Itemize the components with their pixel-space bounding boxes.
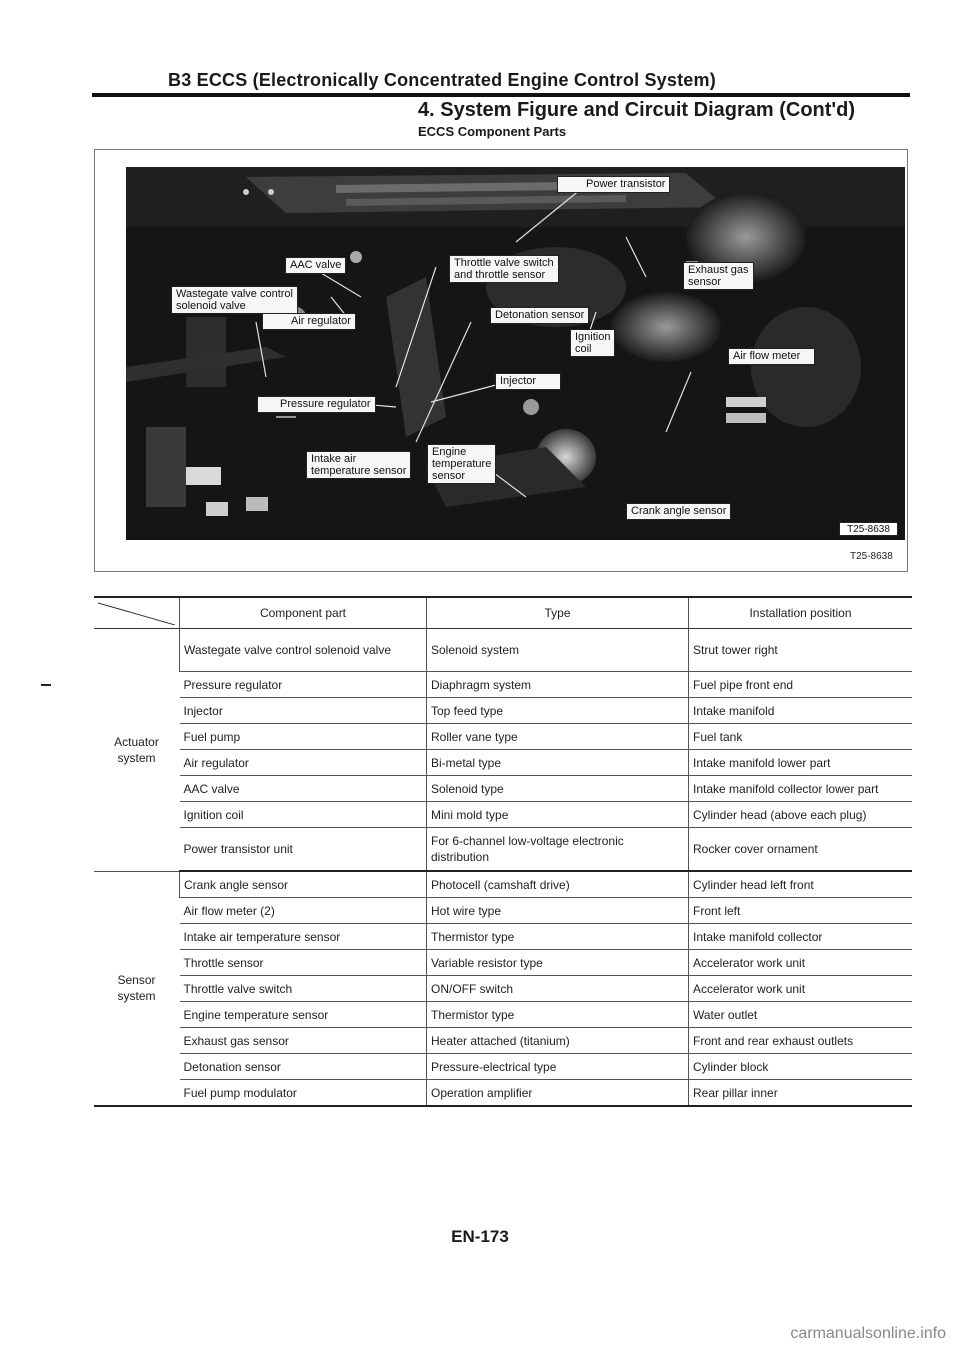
table-cell-position: Intake manifold collector xyxy=(689,924,913,950)
table-cell-type: Heater attached (titanium) xyxy=(427,1028,689,1054)
label-air-flow-meter: Air flow meter xyxy=(728,348,815,365)
table-cell-position: Water outlet xyxy=(689,1002,913,1028)
table-cell-position: Rear pillar inner xyxy=(689,1080,913,1107)
document-header-title: B3 ECCS (Electronically Concentrated Engine Control System) xyxy=(168,70,716,90)
table-cell-part: Fuel pump modulator xyxy=(180,1080,427,1107)
header-installation-position: Installation position xyxy=(689,597,913,629)
corner-diagonal xyxy=(98,601,175,625)
label-air-regulator: Air regulator xyxy=(262,313,356,330)
label-wastegate-valve: Wastegate valve control solenoid valve xyxy=(171,286,298,314)
table-cell-part: Fuel pump xyxy=(180,724,427,750)
table-cell-part: Throttle sensor xyxy=(180,950,427,976)
table-cell-type: For 6-channel low-voltage electronic distribution xyxy=(427,828,689,872)
table-cell-part: Detonation sensor xyxy=(180,1054,427,1080)
table-cell-part: Throttle valve switch xyxy=(180,976,427,1002)
table-cell-position: Cylinder head left front xyxy=(689,871,913,898)
table-cell-type: Solenoid type xyxy=(427,776,689,802)
header-type: Type xyxy=(427,597,689,629)
table-cell-type: Photocell (camshaft drive) xyxy=(427,871,689,898)
table-cell-part: Ignition coil xyxy=(180,802,427,828)
table-cell-part: Exhaust gas sensor xyxy=(180,1028,427,1054)
table-cell-type: Top feed type xyxy=(427,698,689,724)
table-cell-position: Front and rear exhaust outlets xyxy=(689,1028,913,1054)
table-cell-type: Pressure-electrical type xyxy=(427,1054,689,1080)
label-intake-air-temperature-sensor: Intake air temperature sensor xyxy=(306,451,411,479)
table-cell-part: Engine temperature sensor xyxy=(180,1002,427,1028)
table-cell-part: Power transistor unit xyxy=(180,828,427,872)
table-cell-part: AAC valve xyxy=(180,776,427,802)
table-cell-type: ON/OFF switch xyxy=(427,976,689,1002)
label-detonation-sensor: Detonation sensor xyxy=(490,307,589,324)
table-cell-part: Wastegate valve control solenoid valve xyxy=(180,629,427,672)
table-cell-type: Solenoid system xyxy=(427,629,689,672)
table-cell-type: Diaphragm system xyxy=(427,672,689,698)
table-cell-position: Rocker cover ornament xyxy=(689,828,913,872)
sensor-system-group: Sensor system xyxy=(94,871,180,1106)
page-number: EN-173 xyxy=(451,1227,509,1246)
label-pressure-regulator: Pressure regulator xyxy=(257,396,376,413)
label-engine-temperature-sensor: Engine temperature sensor xyxy=(427,444,496,484)
label-ignition-coil: Ignition coil xyxy=(570,329,615,357)
table-cell-part: Intake air temperature sensor xyxy=(180,924,427,950)
figure-subtitle: ECCS Component Parts xyxy=(418,124,567,139)
table-cell-type: Thermistor type xyxy=(427,1002,689,1028)
header-component-part: Component part xyxy=(180,597,427,629)
table-cell-position: Fuel pipe front end xyxy=(689,672,913,698)
label-injector: Injector xyxy=(495,373,561,390)
section-title: 4. System Figure and Circuit Diagram (Cont'd) xyxy=(418,99,856,121)
table-cell-type: Thermistor type xyxy=(427,924,689,950)
actuator-system-group: Actuator system xyxy=(94,629,180,872)
table-cell-position: Intake manifold collector lower part xyxy=(689,776,913,802)
watermark: carmanualsonline.info xyxy=(790,1325,946,1342)
table-cell-position: Cylinder block xyxy=(689,1054,913,1080)
label-power-transistor: Power transistor xyxy=(557,176,670,193)
table-cell-position: Accelerator work unit xyxy=(689,950,913,976)
table-cell-part: Air flow meter (2) xyxy=(180,898,427,924)
label-exhaust-gas-sensor: Exhaust gas sensor xyxy=(683,262,754,290)
component-table xyxy=(94,596,912,1107)
label-throttle-valve-switch: Throttle valve switch and throttle sensor xyxy=(449,255,559,283)
figure-code: T25-8638 xyxy=(850,551,893,562)
table-cell-part: Pressure regulator xyxy=(180,672,427,698)
table-cell-type: Bi-metal type xyxy=(427,750,689,776)
label-aac-valve: AAC valve xyxy=(285,257,346,274)
header-rule xyxy=(92,93,910,97)
margin-mark xyxy=(41,684,51,686)
table-cell-position: Accelerator work unit xyxy=(689,976,913,1002)
table-cell-position: Strut tower right xyxy=(689,629,913,672)
label-crank-angle-sensor: Crank angle sensor xyxy=(626,503,731,520)
table-cell-type: Roller vane type xyxy=(427,724,689,750)
table-cell-type: Hot wire type xyxy=(427,898,689,924)
table-cell-position: Intake manifold lower part xyxy=(689,750,913,776)
table-cell-part: Crank angle sensor xyxy=(180,871,427,898)
table-cell-position: Fuel tank xyxy=(689,724,913,750)
table-cell-part: Injector xyxy=(180,698,427,724)
table-cell-part: Air regulator xyxy=(180,750,427,776)
table-cell-position: Intake manifold xyxy=(689,698,913,724)
table-corner xyxy=(94,597,180,629)
table-cell-position: Cylinder head (above each plug) xyxy=(689,802,913,828)
table-cell-position: Front left xyxy=(689,898,913,924)
table-cell-type: Variable resistor type xyxy=(427,950,689,976)
table-cell-type: Operation amplifier xyxy=(427,1080,689,1107)
figure-code-inner: T25-8638 xyxy=(839,522,898,536)
table-cell-type: Mini mold type xyxy=(427,802,689,828)
